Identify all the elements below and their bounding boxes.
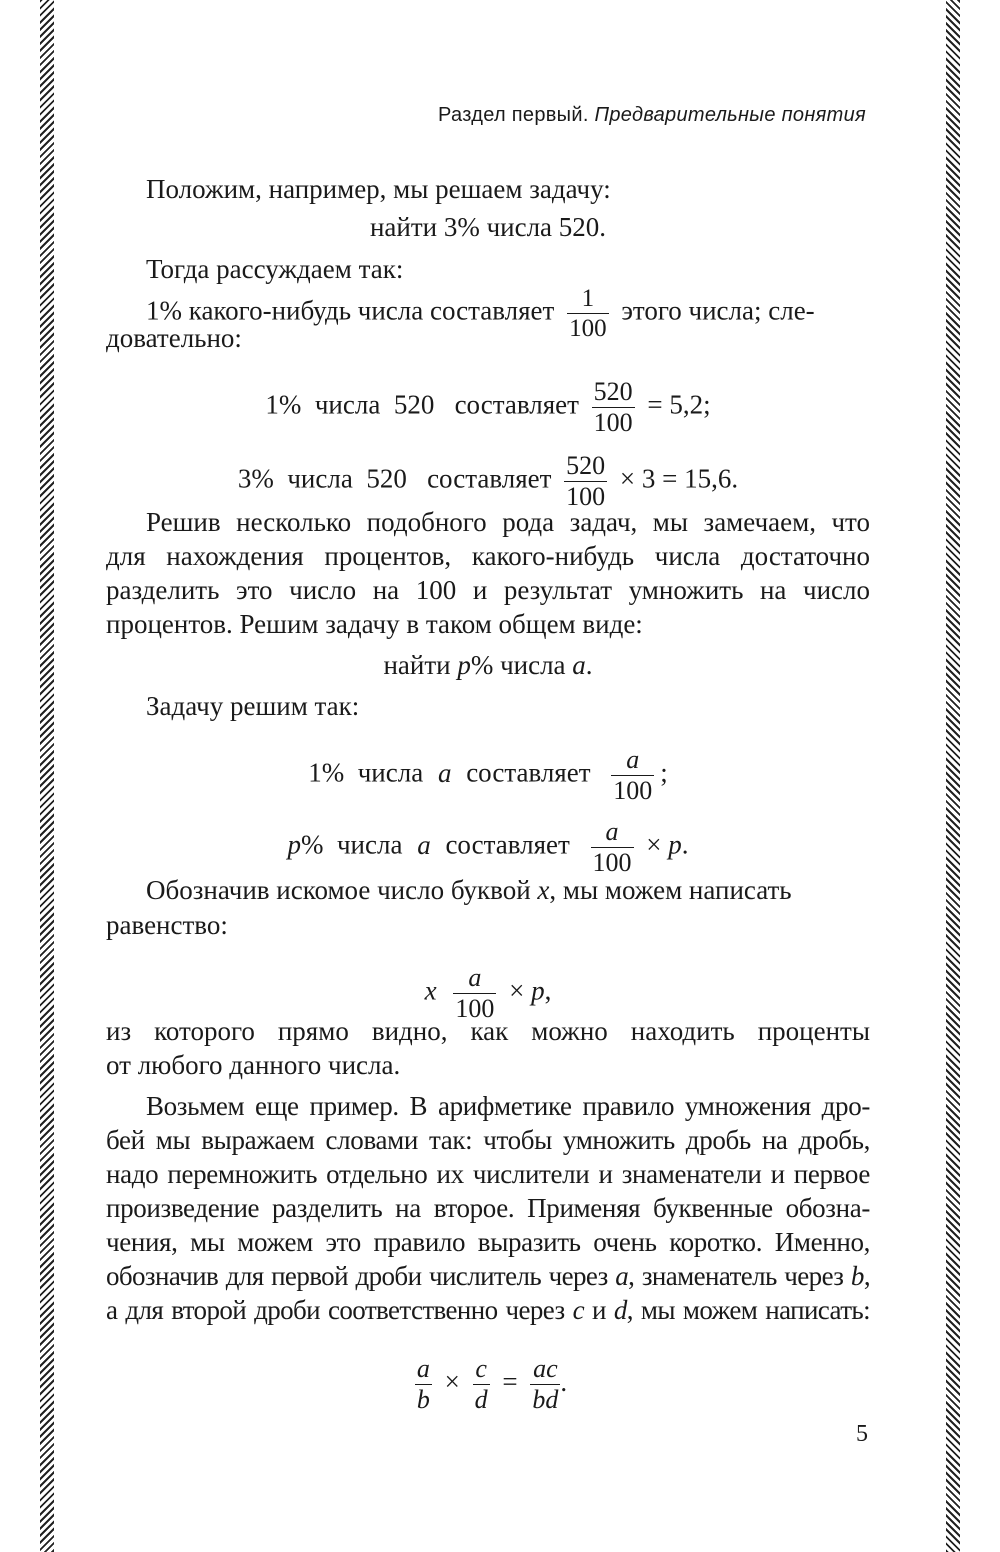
paragraph-line: произведение разделить на второе. Применяя буквенные обозна- [106, 1193, 870, 1223]
fraction-a-100: $\frac{a}{100}$ [455, 963, 495, 1023]
fraction-c-d: $\frac{c}{d}$ [474, 1354, 488, 1414]
right-decorative-border [946, 0, 960, 1552]
fraction-520-100: $\frac{520}{100}$ [566, 451, 606, 511]
paragraph-line-with-fraction: 1% какого-нибудь числа составляет $\frac{1}{100}$ этого числа; сле- [146, 285, 815, 342]
paragraph-line: равенство: [106, 910, 228, 940]
paragraph-line: процентов. Решим задачу в таком общем виде: [106, 609, 643, 639]
page-number: 5 [856, 1421, 868, 1447]
fraction-a-100: $\frac{a}{100}$ [613, 745, 653, 805]
paragraph-line: Положим, например, мы решаем задачу: [146, 174, 611, 204]
formula-find-3-percent: найти 3% числа 520. [369, 212, 607, 242]
paragraph-line: Решив несколько подобного рода задач, мы замечаем, что [146, 507, 870, 537]
paragraph-line: Тогда рассуждаем так: [146, 254, 404, 284]
left-decorative-border [40, 0, 54, 1552]
equation-1-percent: 1% числа 520 составляет $\frac{520}{100}$ = 5,2; [265, 377, 711, 437]
equation-fraction-multiplication: $\frac{a}{b}$ × $\frac{c}{d}$ = $\frac{ac}{bd}$ . [416, 1354, 568, 1414]
running-header [438, 104, 866, 127]
fraction-a-100: $\frac{a}{100}$ [592, 817, 632, 877]
header-section: Раздел первый. [438, 104, 589, 126]
paragraph-line: для нахождения процентов, какого-нибудь числа достаточно [106, 541, 870, 571]
paragraph-line: бей мы выражаем словами так: чтобы умножить дробь на дробь, [106, 1125, 870, 1155]
paragraph-line-with-variable: Обозначив искомое число буквой x, мы можем написать [146, 875, 792, 905]
equation-p-percent-of-a: p% числа a составляет $\frac{a}{100}$ × p. [287, 817, 689, 877]
paragraph-line-with-variables: а для второй дроби соответственно через c и d, мы можем написать: [106, 1295, 871, 1325]
paragraph-line: Задачу решим так: [146, 691, 360, 721]
fraction-ac-bd: $\frac{ac}{bd}$ [532, 1354, 559, 1414]
fraction-a-b: $\frac{a}{b}$ [416, 1354, 430, 1414]
fraction-520-100: $\frac{520}{100}$ [593, 377, 633, 437]
paragraph-line: довательно: [106, 323, 242, 353]
paragraph-line: Возьмем еще пример. В арифметике правило умножения дро- [146, 1091, 870, 1121]
paragraph-line: от любого данного числа. [106, 1050, 401, 1080]
header-chapter: Предварительные понятия [594, 104, 866, 126]
paragraph-line: разделить это число на 100 и результат умножить на число [106, 575, 870, 605]
paragraph-line: надо перемножить отдельно их числители и знаменатели и первое [106, 1159, 870, 1189]
paragraph-line: из которого прямо видно, как можно находить проценты [106, 1016, 870, 1046]
paragraph-line-with-variables: обозначив для первой дроби числитель через a, знаменатель через b, [106, 1261, 870, 1291]
equation-x: x $\frac{a}{100}$ × p, [424, 963, 552, 1023]
paragraph-line: чения, мы можем это правило выразить очень коротко. Именно, [106, 1227, 870, 1257]
formula-find-p-percent: найти p% числа a. [383, 650, 593, 680]
equation-1-percent-of-a: 1% числа a составляет $\frac{a}{100}$ ; [308, 745, 668, 805]
fraction-1-100: $\frac{1}{100}$ [569, 285, 607, 342]
equation-3-percent: 3% числа 520 составляет $\frac{520}{100}$ × 3 = 15,6. [237, 451, 739, 511]
